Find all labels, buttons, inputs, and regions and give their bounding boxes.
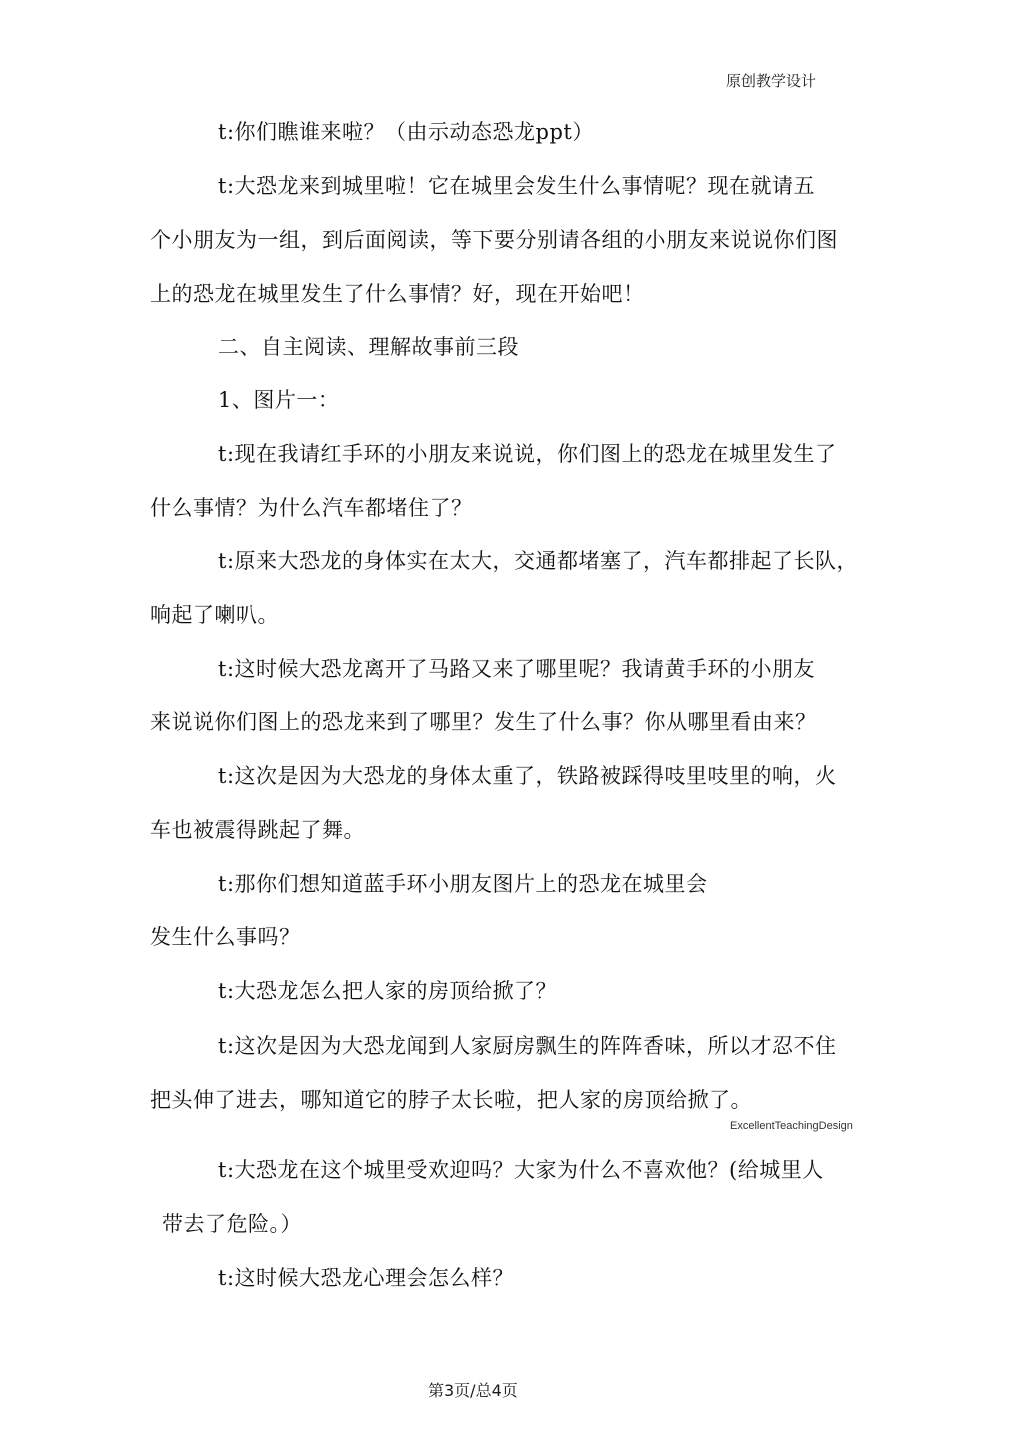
paragraph-line: t:这次是因为大恐龙闻到人家厨房飘生的阵阵香味，所以才忍不住 [218, 1034, 837, 1058]
section-heading: 二、自主阅读、理解故事前三段 [218, 335, 519, 359]
paragraph-line: t:这时候大恐龙离开了马路又来了哪里呢？我请黄手环的小朋友 [218, 657, 816, 681]
paragraph-line: 带去了危险。） [162, 1212, 302, 1236]
paragraph-line: 发生什么事吗？ [150, 925, 301, 949]
paragraph-line: 把头伸了进去，哪知道它的脖子太长啦，把人家的房顶给掀了。 [150, 1088, 752, 1112]
watermark-text: ExcellentTeachingDesign [730, 1120, 853, 1132]
subsection-heading: 1、图片一： [218, 388, 340, 412]
paragraph-line: 什么事情？为什么汽车都堵住了？ [150, 496, 473, 520]
paragraph-line: t:大恐龙怎么把人家的房顶给掀了？ [218, 979, 558, 1003]
paragraph-line: t:原来大恐龙的身体实在太大，交通都堵塞了，汽车都排起了长队， [218, 549, 859, 573]
paragraph-line: t:这时候大恐龙心理会怎么样？ [218, 1266, 515, 1290]
paragraph-line: 上的恐龙在城里发生了什么事情？好，现在开始吧！ [150, 282, 645, 306]
paragraph-line: t:你们瞧谁来啦？（由示动态恐龙ppt） [218, 120, 594, 144]
paragraph-line: 来说说你们图上的恐龙来到了哪里？发生了什么事？你从哪里看由来？ [150, 710, 817, 734]
paragraph-line: t:现在我请红手环的小朋友来说说，你们图上的恐龙在城里发生了 [218, 442, 837, 466]
paragraph-line: t:这次是因为大恐龙的身体太重了，铁路被踩得吱里吱里的响，火 [218, 764, 837, 788]
paragraph-line: 个小朋友为一组，到后面阅读，等下要分别请各组的小朋友来说说你们图 [150, 228, 838, 252]
paragraph-line: 车也被震得跳起了舞。 [150, 818, 365, 842]
paragraph-line: t:大恐龙来到城里啦！它在城里会发生什么事情呢？现在就请五 [218, 174, 816, 198]
paragraph-line: t:那你们想知道蓝手环小朋友图片上的恐龙在城里会 [218, 872, 708, 896]
paragraph-line: t:大恐龙在这个城里受欢迎吗？大家为什么不喜欢他？(给城里人 [218, 1158, 824, 1182]
document-category-label: 原创教学设计 [726, 72, 817, 90]
paragraph-line: 响起了喇叭。 [150, 603, 279, 627]
page-indicator: 第3页/总4页 [428, 1381, 518, 1400]
